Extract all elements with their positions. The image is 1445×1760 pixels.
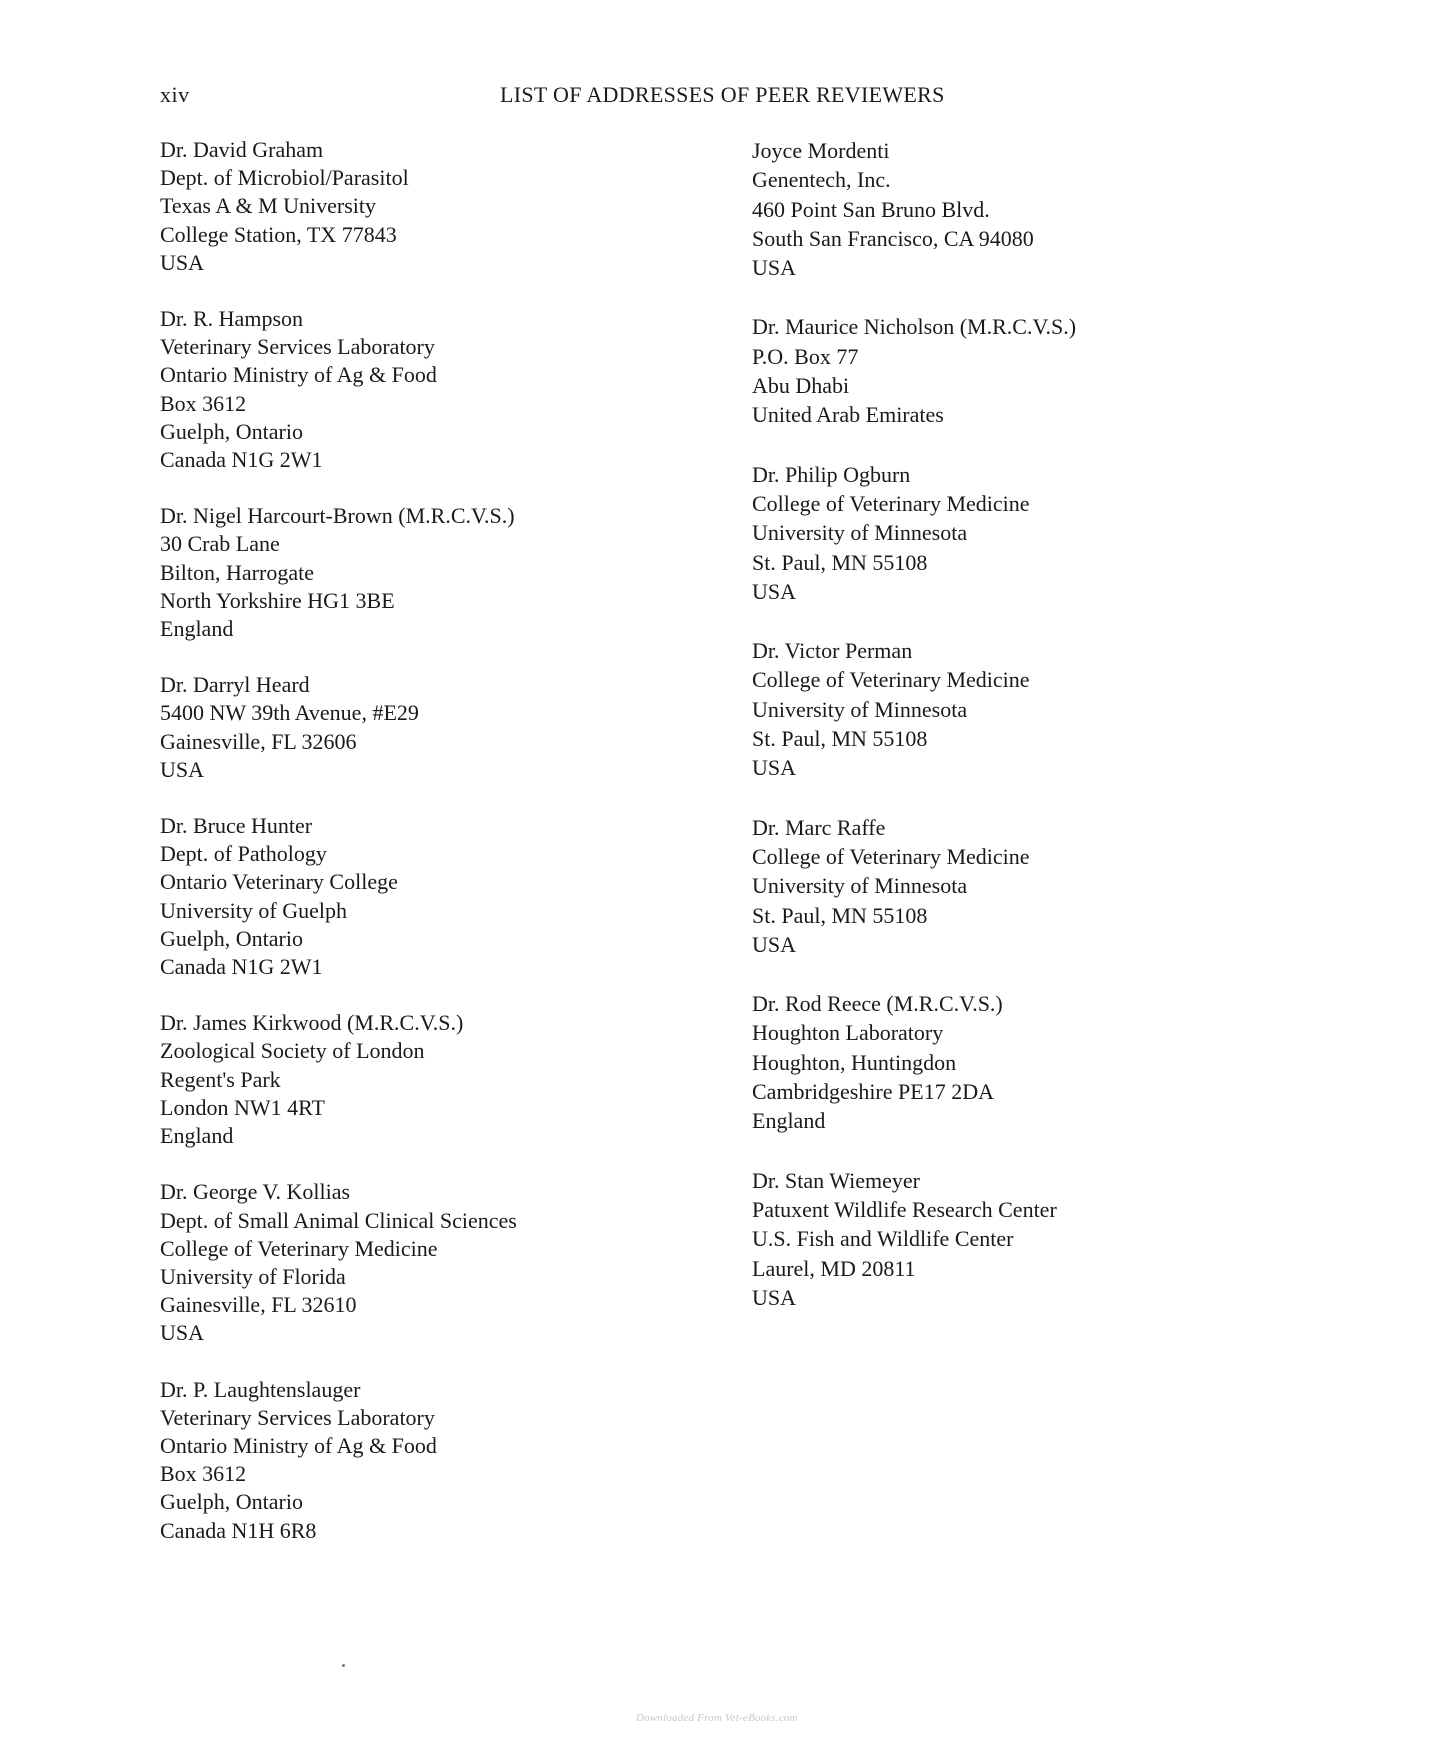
watermark: Downloaded From Vet-eBooks.com xyxy=(636,1712,798,1724)
reviewer-name: Dr. R. Hampson xyxy=(160,306,303,332)
address-line: Texas A & M University xyxy=(160,193,377,219)
reviewer-address-entry xyxy=(752,989,1352,1135)
address-line: Abu Dhabi xyxy=(752,373,850,399)
address-line: North Yorkshire HG1 3BE xyxy=(160,587,395,613)
reviewer-address-entry xyxy=(752,136,1352,282)
address-line: Veterinary Services Laboratory xyxy=(160,334,435,360)
address-line: USA xyxy=(752,255,797,281)
address-line: Regent's Park xyxy=(160,1066,281,1092)
reviewer-name: Dr. P. Laughtenslauger xyxy=(160,1376,361,1402)
address-line: London NW1 4RT xyxy=(160,1094,325,1120)
reviewer-name: Dr. James Kirkwood (M.R.C.V.S.) xyxy=(160,1010,464,1036)
address-line: Box 3612 xyxy=(160,390,247,416)
address-line: USA xyxy=(752,578,797,604)
address-line: USA xyxy=(752,1284,797,1310)
reviewer-address-entry xyxy=(752,813,1352,959)
address-line: University of Florida xyxy=(160,1263,346,1289)
address-line: Genentech, Inc. xyxy=(752,167,891,193)
reviewer-name: Dr. Stan Wiemeyer xyxy=(752,1167,920,1193)
address-line: England xyxy=(160,616,234,642)
scan-speck xyxy=(342,1664,345,1667)
reviewer-name: Dr. Nigel Harcourt-Brown (M.R.C.V.S.) xyxy=(160,503,515,529)
address-line: College of Veterinary Medicine xyxy=(752,667,1030,693)
reviewer-address-entry xyxy=(752,460,1352,606)
address-line: 460 Point San Bruno Blvd. xyxy=(752,196,990,222)
address-line: Ontario Veterinary College xyxy=(160,869,398,895)
address-line: Canada N1G 2W1 xyxy=(160,447,323,473)
address-line: Veterinary Services Laboratory xyxy=(160,1404,435,1430)
page-number: xiv xyxy=(160,82,190,107)
address-line: P.O. Box 77 xyxy=(752,343,859,369)
address-line: University of Minnesota xyxy=(752,696,968,722)
reviewer-name: Dr. Marc Raffe xyxy=(752,814,886,840)
running-head-title: LIST OF ADDRESSES OF PEER REVIEWERS xyxy=(500,82,945,107)
reviewer-address-entry xyxy=(160,671,760,784)
address-line: USA xyxy=(160,1320,205,1346)
address-line: Zoological Society of London xyxy=(160,1038,425,1064)
address-line: St. Paul, MN 55108 xyxy=(752,902,928,928)
reviewer-name: Dr. Philip Ogburn xyxy=(752,461,911,487)
address-line: University of Minnesota xyxy=(752,520,968,546)
left-address-column xyxy=(160,136,760,1573)
address-line: Gainesville, FL 32610 xyxy=(160,1292,357,1318)
address-line: Canada N1H 6R8 xyxy=(160,1517,317,1543)
address-line: Laurel, MD 20811 xyxy=(752,1255,916,1281)
address-line: College of Veterinary Medicine xyxy=(160,1235,438,1261)
reviewer-address-entry xyxy=(752,312,1352,429)
address-line: University of Minnesota xyxy=(752,873,968,899)
address-line: Dept. of Small Animal Clinical Sciences xyxy=(160,1207,517,1233)
reviewer-name: Dr. David Graham xyxy=(160,137,324,162)
address-line: University of Guelph xyxy=(160,897,347,923)
reviewer-address-entry xyxy=(752,1166,1352,1312)
reviewer-address-entry xyxy=(160,136,760,277)
reviewer-name: Dr. Maurice Nicholson (M.R.C.V.S.) xyxy=(752,314,1077,340)
right-address-column xyxy=(752,136,1352,1342)
address-line: St. Paul, MN 55108 xyxy=(752,726,928,752)
address-line: St. Paul, MN 55108 xyxy=(752,549,928,575)
address-line: Gainesville, FL 32606 xyxy=(160,728,357,754)
reviewer-name: Dr. Bruce Hunter xyxy=(160,813,313,839)
address-line: USA xyxy=(160,249,205,275)
reviewer-name: Dr. Victor Perman xyxy=(752,638,913,664)
address-line: College Station, TX 77843 xyxy=(160,221,397,247)
address-line: 30 Crab Lane xyxy=(160,531,280,557)
reviewer-address-entry xyxy=(160,1376,760,1545)
address-line: Bilton, Harrogate xyxy=(160,559,314,585)
address-line: Ontario Ministry of Ag & Food xyxy=(160,362,437,388)
reviewer-name: Dr. George V. Kollias xyxy=(160,1179,351,1205)
reviewer-address-entry xyxy=(160,502,760,643)
address-line: USA xyxy=(160,756,205,782)
address-line: Cambridgeshire PE17 2DA xyxy=(752,1079,994,1105)
address-line: College of Veterinary Medicine xyxy=(752,843,1030,869)
address-line: Guelph, Ontario xyxy=(160,418,303,444)
address-line: College of Veterinary Medicine xyxy=(752,490,1030,516)
reviewer-name: Dr. Darryl Heard xyxy=(160,672,310,698)
address-line: Guelph, Ontario xyxy=(160,1489,303,1515)
address-line: Box 3612 xyxy=(160,1461,247,1487)
address-line: Houghton Laboratory xyxy=(752,1020,944,1046)
address-line: England xyxy=(160,1123,234,1149)
address-line: U.S. Fish and Wildlife Center xyxy=(752,1226,1014,1252)
address-line: South San Francisco, CA 94080 xyxy=(752,225,1034,251)
address-line: Guelph, Ontario xyxy=(160,925,303,951)
reviewer-address-entry xyxy=(160,812,760,981)
address-line: Dept. of Microbiol/Parasitol xyxy=(160,165,409,191)
reviewer-address-entry xyxy=(752,636,1352,782)
address-line: United Arab Emirates xyxy=(752,402,944,428)
reviewer-name: Dr. Rod Reece (M.R.C.V.S.) xyxy=(752,991,1003,1017)
address-line: England xyxy=(752,1108,826,1134)
reviewer-name: Joyce Mordenti xyxy=(752,138,890,163)
address-line: Patuxent Wildlife Research Center xyxy=(752,1196,1057,1222)
address-line: Houghton, Huntingdon xyxy=(752,1049,957,1075)
address-line: Canada N1G 2W1 xyxy=(160,954,323,980)
address-line: USA xyxy=(752,931,797,957)
address-line: Ontario Ministry of Ag & Food xyxy=(160,1432,437,1458)
address-line: USA xyxy=(752,755,797,781)
reviewer-address-entry xyxy=(160,1178,760,1347)
address-line: 5400 NW 39th Avenue, #E29 xyxy=(160,700,419,726)
address-line: Dept. of Pathology xyxy=(160,841,327,867)
reviewer-address-entry xyxy=(160,305,760,474)
reviewer-address-entry xyxy=(160,1009,760,1150)
